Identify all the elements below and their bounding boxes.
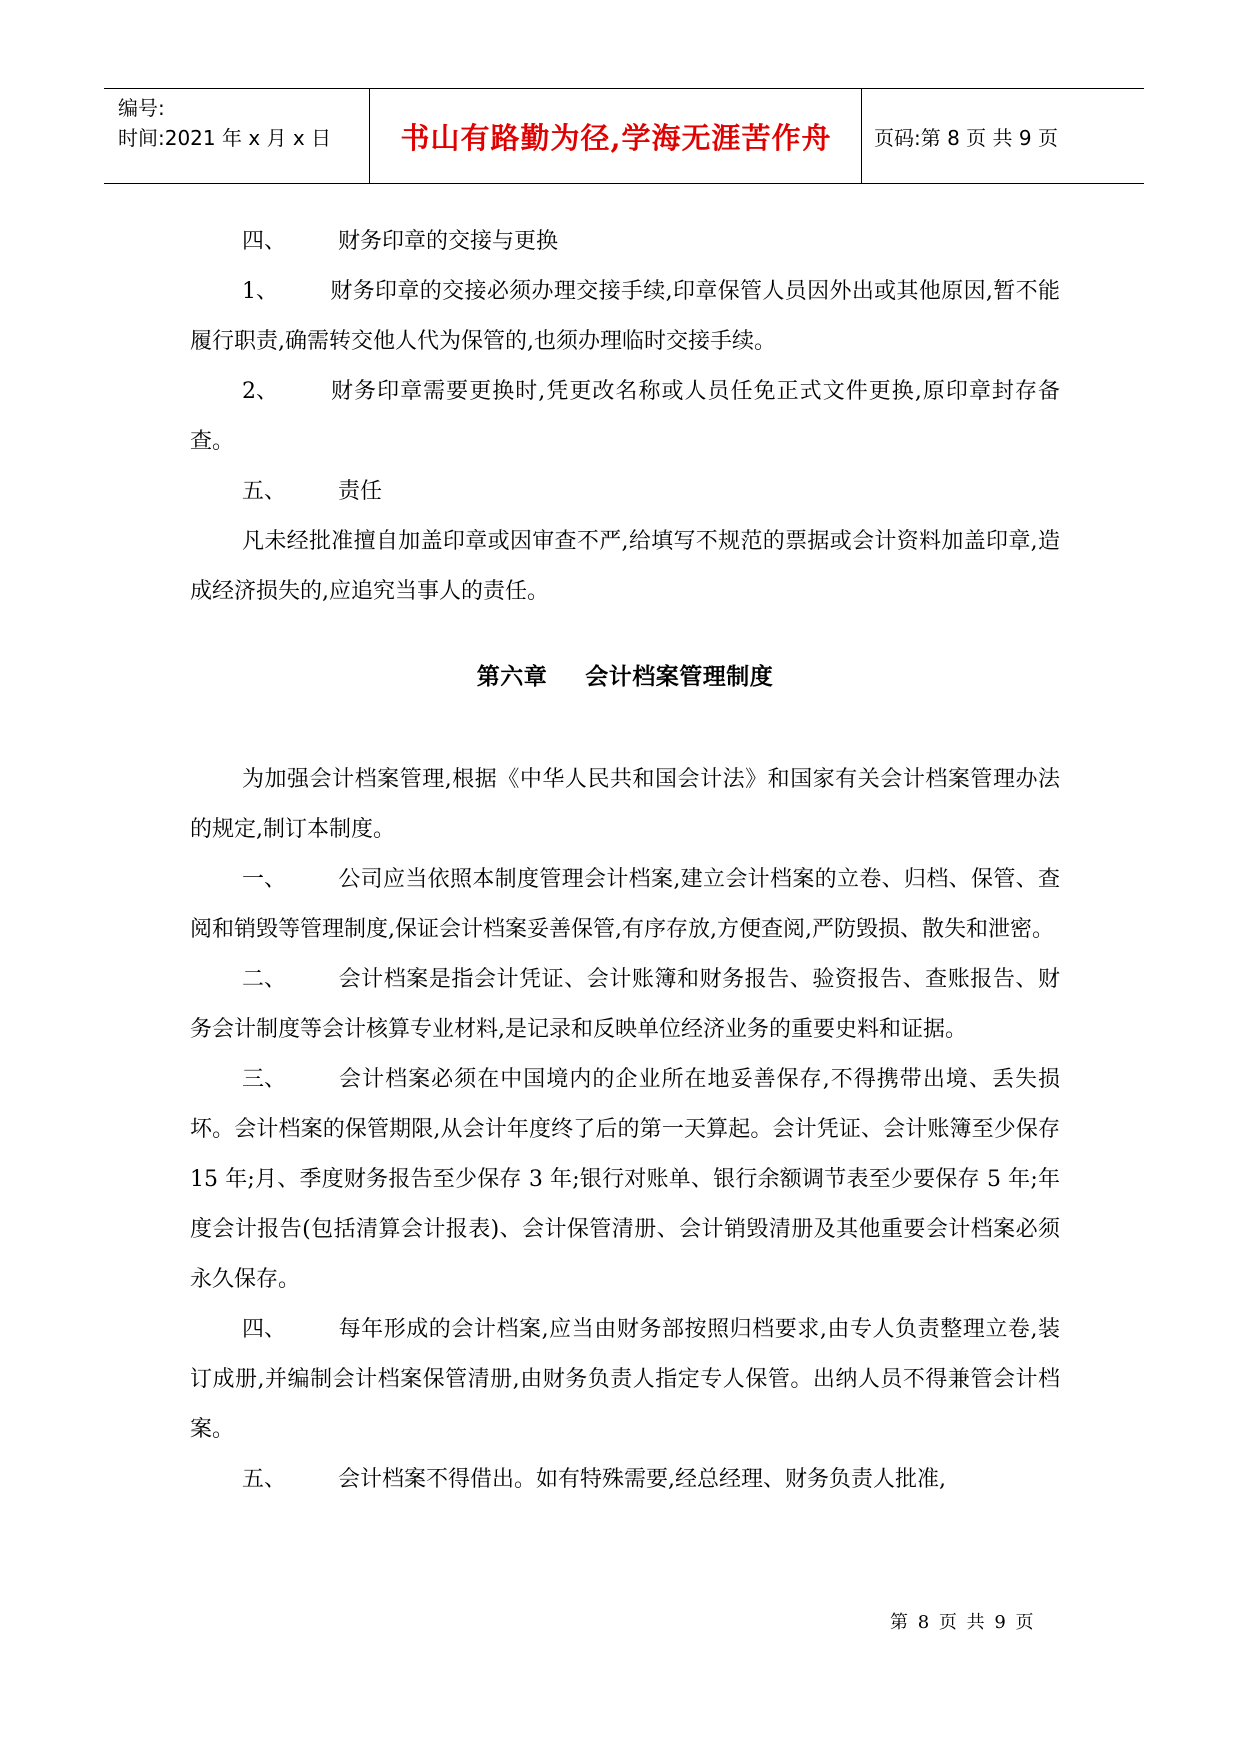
item-number: 五、 (242, 479, 287, 504)
paragraph (190, 267, 1060, 367)
paragraph (190, 855, 1060, 955)
item-text: 财务印章的交接与更换 (338, 229, 559, 254)
item-number: 2、 (242, 379, 278, 404)
item-text: 会计档案是指会计凭证、会计账簿和财务报告、验资报告、查账报告、财务会计制度等会计核算专业材料,是记录和反映单位经济业务的重要史料和证据。 (190, 967, 1060, 1042)
paragraph (190, 467, 1060, 517)
item-text: 责任 (338, 479, 383, 504)
paragraph (190, 217, 1060, 267)
chapter-title: 会计档案管理制度 (585, 663, 774, 690)
item-text: 公司应当依照本制度管理会计档案,建立会计档案的立卷、归档、保管、查阅和销毁等管理制度,保证会计档案妥善保管,有序存放,方便查阅,严防毁损、散失和泄密。 (190, 867, 1060, 942)
chapter-heading (190, 658, 1060, 691)
section-seal-handover (190, 217, 1060, 617)
paragraph (190, 1455, 1060, 1505)
page-header (104, 88, 1144, 184)
header-motto: 书山有路勤为径,学海无涯苦作舟 (400, 120, 832, 155)
item-text: 为加强会计档案管理,根据《中华人民共和国会计法》和国家有关会计档案管理办法的规定,制订本制度。 (190, 767, 1060, 842)
item-text: 会计档案不得借出。如有特殊需要,经总经理、财务负责人批准, (338, 1467, 947, 1492)
paragraph (190, 367, 1060, 467)
item-number: 1、 (242, 279, 278, 304)
item-number: 一、 (242, 867, 287, 892)
item-number: 四、 (242, 229, 287, 254)
item-text: 会计档案必须在中国境内的企业所在地妥善保存,不得携带出境、丢失损坏。会计档案的保管期限,从会计年度终了后的第一天算起。会计凭证、会计账簿至少保存 15 年;月、季度财务报告至少保存 3 年;银行对账单、银行余额调节表至少要保存 5 年;年度会计报告(包括清算会计报表)、会计保管清册、会计销毁清册及其他重要会计档案必须永久保存。 (190, 1067, 1060, 1292)
header-divider-right (861, 89, 862, 183)
item-number: 二、 (242, 967, 287, 992)
item-number: 五、 (242, 1467, 287, 1492)
header-page-number: 页码:第 8 页 共 9 页 (874, 125, 1058, 150)
item-text: 财务印章需要更换时,凭更改名称或人员任免正式文件更换,原印章封存备查。 (190, 379, 1060, 454)
page-footer: 第 8 页 共 9 页 (890, 1612, 1036, 1633)
item-text: 凡未经批准擅自加盖印章或因审查不严,给填写不规范的票据或会计资料加盖印章,造成经济损失的,应追究当事人的责任。 (190, 529, 1060, 604)
paragraph (190, 1055, 1060, 1305)
paragraph (190, 1305, 1060, 1455)
section-accounting-archives (190, 755, 1060, 1505)
item-text: 每年形成的会计档案,应当由财务部按照归档要求,由专人负责整理立卷,装订成册,并编制会计档案保管清册,由财务负责人指定专人保管。出纳人员不得兼管会计档案。 (190, 1317, 1060, 1442)
header-meta (118, 93, 368, 153)
chapter-number: 第六章 (476, 663, 548, 690)
document-time-label: 时间:2021 年 x 月 x 日 (118, 126, 332, 150)
item-text: 财务印章的交接必须办理交接手续,印章保管人员因外出或其他原因,暂不能履行职责,确需转交他人代为保管的,也须办理临时交接手续。 (190, 279, 1060, 354)
item-number: 三、 (242, 1067, 287, 1092)
header-divider-left (369, 89, 370, 183)
paragraph (190, 517, 1060, 617)
item-number: 四、 (242, 1317, 287, 1342)
document-number-label: 编号: (118, 96, 165, 120)
paragraph (190, 755, 1060, 855)
paragraph (190, 955, 1060, 1055)
